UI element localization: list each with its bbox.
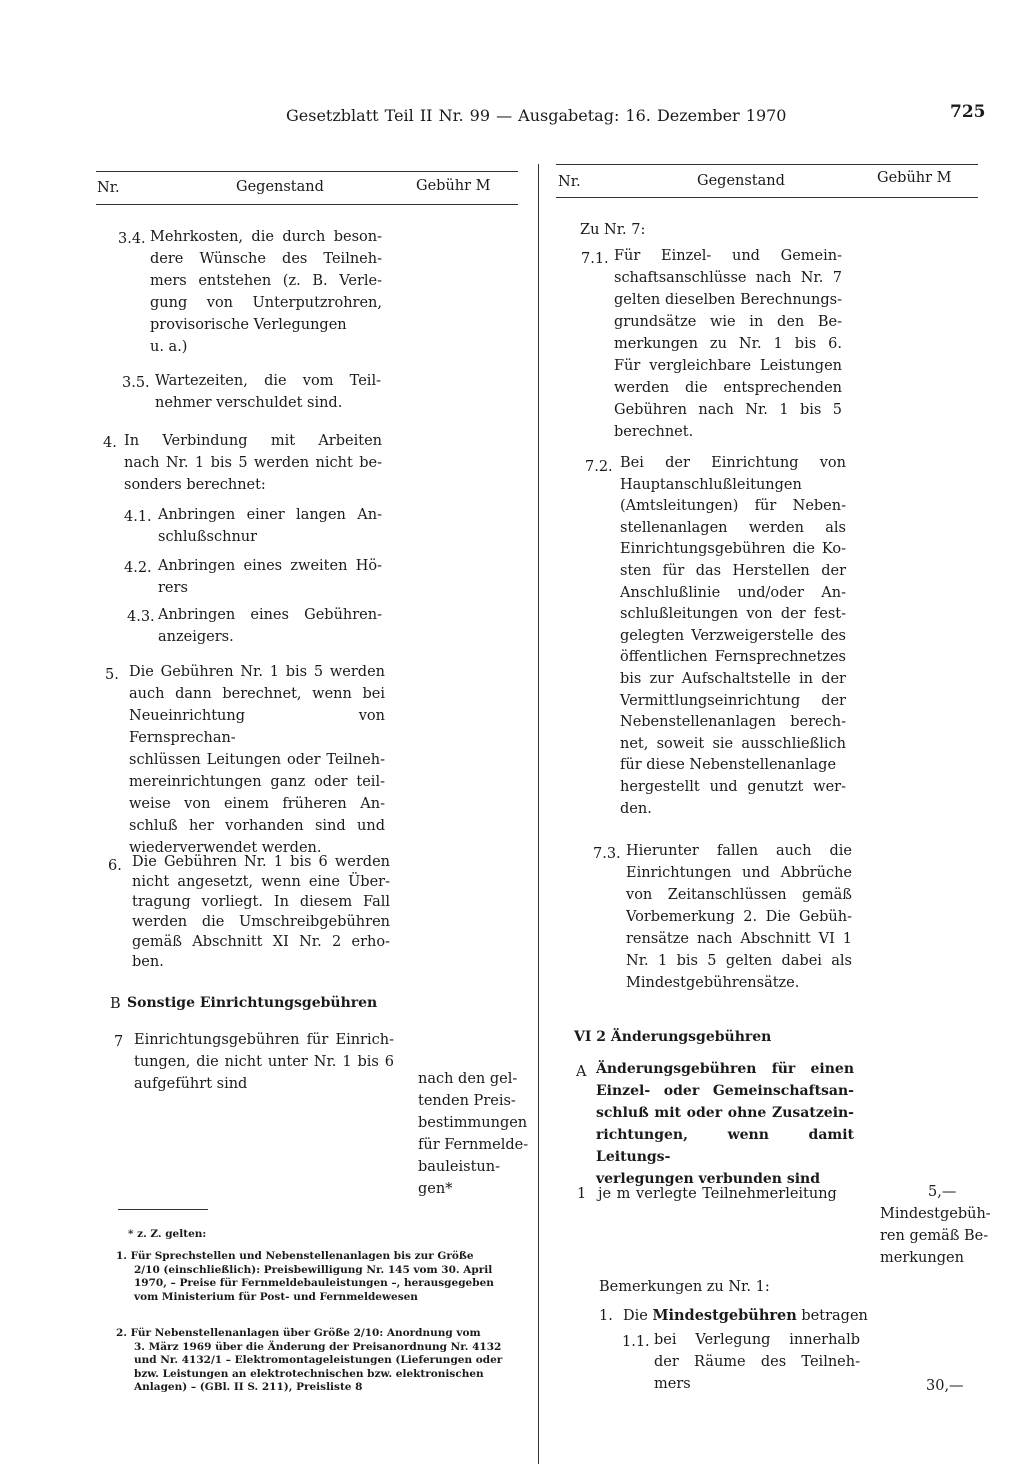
item-7-1-number: 7.1. (581, 251, 609, 267)
left-col-gegenstand: Gegenstand (236, 179, 324, 195)
item-4-2-number: 4.2. (124, 560, 152, 576)
item-3-5-text: Wartezeiten, die vom Teil- nehmer verschuldet sind. (155, 373, 381, 411)
page-number: 725 (950, 102, 986, 122)
bem-1-1-text: bei Verlegung innerhalb der Räume des Teilneh- mers (654, 1332, 860, 1392)
item-6-text: Die Gebühren Nr. 1 bis 6 werden nicht angesetzt, wenn eine Über- tragung vorliegt. In diesem Fall werden die Umschreibgebühren gemäß Abschnitt XI Nr. 2 erho- ben. (132, 854, 390, 970)
item-5-number: 5. (105, 667, 119, 683)
item-7-1-text: Für Einzel- und Gemein- schaftsanschlüsse nach Nr. 7 gelten dieselben Berechnungs- grundsätze wie in den Be- merkungen zu Nr. 1 bis 6. Für vergleichbare Leistungen werden die entsprechenden Gebühren nach Nr. 1 bis 5 berechnet. (614, 248, 842, 440)
item-7-3-text: Hierunter fallen auch die Einrichtungen und Abbrüche von Zeitanschlüssen gemäß Vorbemerkung 2. Die Gebüh- rensätze nach Abschnitt VI 1 Nr. 1 bis 5 gelten dabei als Mindestgebührensätze. (626, 843, 852, 991)
bem-1-1-number: 1.1. (622, 1334, 650, 1350)
item-4-text: In Verbindung mit Arbeiten nach Nr. 1 bis 5 werden nicht be- sonders berechnet: (124, 433, 382, 493)
section-vi-2-title: VI 2 Änderungsgebühren (574, 1029, 772, 1045)
zu-nr-7: Zu Nr. 7: (580, 222, 646, 238)
bem-1-1-fee: 30,— (926, 1378, 964, 1394)
item-7-text: Einrichtungsgebühren für Einrich- tungen, die nicht unter Nr. 1 bis 6 aufgeführt sind (134, 1032, 394, 1092)
left-top-rule (96, 171, 518, 172)
mindestgebuehren-bold: Mindestgebühren (652, 1307, 797, 1324)
item-1-fee: 5,— Mindestgebüh- ren gemäß Be- merkungen (880, 1184, 991, 1266)
item-4-2-text: Anbringen eines zweiten Hö- rers (158, 558, 382, 596)
item-1-number: 1 (577, 1186, 587, 1202)
item-1-text: je m verlegte Teilnehmerleitung (598, 1186, 837, 1202)
bem-1-text: Die Mindestgebühren betragen (623, 1307, 868, 1324)
item-7-fee: nach den gel- tenden Preis- bestimmungen für Fernmelde- bauleistun- gen* (418, 1071, 529, 1197)
item-4-3-text: Anbringen eines Gebühren- anzeigers. (158, 607, 382, 645)
bem-1-number: 1. (599, 1308, 613, 1324)
item-7-number: 7 (114, 1034, 124, 1050)
footnote-rule (118, 1209, 208, 1210)
item-4-3-number: 4.3. (127, 609, 155, 625)
item-7-2-text: Bei der Einrichtung von Hauptanschlußleitungen (Amtsleitungen) für Neben- stellenanlagen werden als Einrichtungsgebühren die Ko- sten für das Herstellen der Anschlußlinie und/oder An- schlußleitungen von der fest- gelegten Verzweigerstelle des öffentlichen Fernsprechnetzes bis zur Aufschaltstelle in der Vermittlungseinrichtung der Nebenstellenanlagen berech- net, soweit sie ausschließlich für diese Nebenstellenanlage hergestellt und genutzt wer- den. (620, 455, 846, 817)
item-5-text: Die Gebühren Nr. 1 bis 5 werden auch dann berechnet, wenn bei Neueinrichtung von Fernsprechan- schlüssen Leitungen oder Teilneh- mereinrichtungen ganz oder teil- weise von einem früheren An- schluß her vorhanden sind und wiederverwendet werden. (129, 664, 385, 856)
right-top-rule (556, 164, 978, 165)
section-a-text: Änderungsgebühren für einen Einzel- oder Gemeinschaftsan- schluß mit oder ohne Zusatzein- richtungen, wenn damit Leitungs- verlegungen verbunden sind (596, 1061, 854, 1187)
section-b-title: Sonstige Einrichtungsgebühren (127, 995, 378, 1011)
footnote-intro: * z. Z. gelten: (128, 1228, 207, 1240)
item-7-3-number: 7.3. (593, 846, 621, 862)
left-header-rule (96, 204, 518, 205)
item-4-1-number: 4.1. (124, 509, 152, 525)
right-col-gebuehr: Gebühr M (877, 170, 952, 186)
left-col-gebuehr: Gebühr M (416, 178, 491, 194)
item-7-2-number: 7.2. (585, 459, 613, 475)
item-3-5-number: 3.5. (122, 375, 150, 391)
footnote-1: 1. Für Sprechstellen und Nebenstellenanlagen bis zur Größe 2/10 (einschließlich): Preisbewilligung Nr. 145 vom 30. April 1970, – Preise für Fernmeldebauleistungen –, herausgegeben vom Ministerium für Post- und Fernmeldewesen (116, 1250, 494, 1303)
column-divider (538, 164, 539, 1464)
item-4-number: 4. (103, 435, 117, 451)
page-header: Gesetzblatt Teil II Nr. 99 — Ausgabetag: 16. Dezember 1970 (286, 106, 787, 125)
section-b-letter: B (110, 996, 121, 1012)
section-a-letter: A (576, 1064, 587, 1080)
footnote-2: 2. Für Nebenstellenanlagen über Größe 2/10: Anordnung vom 3. März 1969 über die Änderung der Preisanordnung Nr. 4132 und Nr. 4132/1 – Elektromontageleistungen (Lieferungen oder bzw. Leistungen an elektrotechnischen bzw. elektronischen Anlagen) – (GBl. II S. 211), Preisliste 8 (116, 1327, 503, 1393)
left-col-nr: Nr. (97, 180, 120, 196)
item-4-1-text: Anbringen einer langen An- schlußschnur (158, 507, 382, 545)
item-3-4-text: Mehrkosten, die durch beson- dere Wünsche des Teilneh- mers entstehen (z. B. Verle- gung von Unterputzrohren, provisorische Verlegungen u. a.) (150, 229, 382, 355)
right-col-nr: Nr. (558, 174, 581, 190)
item-3-4-number: 3.4. (118, 231, 146, 247)
bemerkungen-heading: Bemerkungen zu Nr. 1: (599, 1279, 770, 1295)
right-col-gegenstand: Gegenstand (697, 173, 785, 189)
right-header-rule (556, 197, 978, 198)
item-6-number: 6. (108, 858, 122, 874)
